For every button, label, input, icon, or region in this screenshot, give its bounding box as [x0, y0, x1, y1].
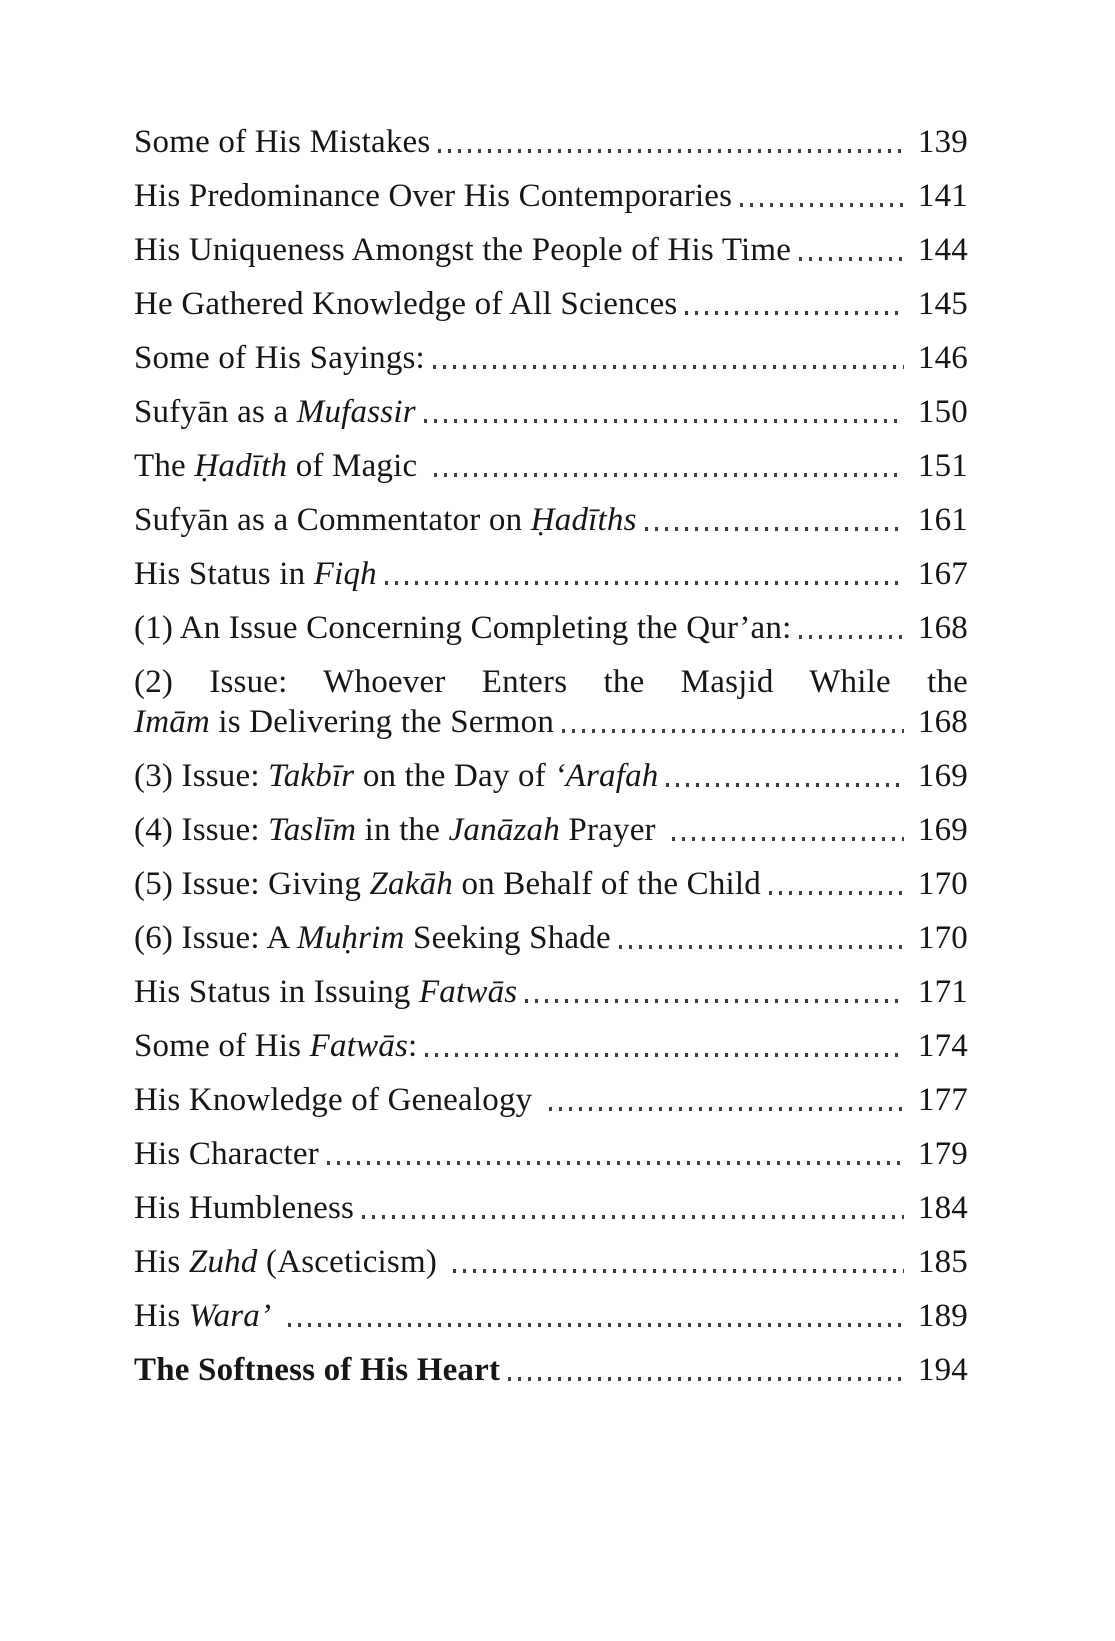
- toc-entry: [134, 662, 968, 742]
- page-number: 194: [917, 1352, 968, 1388]
- toc-entry: [134, 446, 968, 486]
- toc-entry: [134, 338, 968, 378]
- toc-title-text: (2) Issue: Whoever Enters the Masjid While the: [134, 664, 968, 700]
- toc-title-text: He Gathered Knowledge of All Sciences: [134, 286, 678, 322]
- toc-line: [134, 554, 968, 594]
- dot-leader: [438, 149, 903, 153]
- page-number: 161: [917, 502, 968, 538]
- toc-title-text: in the: [356, 812, 449, 848]
- toc-title-text: His Character: [134, 1136, 319, 1172]
- dot-leader: [619, 945, 904, 949]
- toc-title-text: Imām: [134, 704, 210, 740]
- toc-title-text: His Status in Issuing: [134, 974, 419, 1010]
- toc-line: [134, 1188, 968, 1228]
- dot-leader: [672, 837, 904, 841]
- toc-title-text: His Uniqueness Amongst the People of His Time: [134, 232, 792, 268]
- toc-entry: [134, 392, 968, 432]
- toc-title-text: The: [134, 448, 195, 484]
- toc-title-text: (1) An Issue Concerning Completing the Qur’an:: [134, 610, 792, 646]
- dot-leader: [549, 1107, 904, 1111]
- page-number: 139: [917, 124, 968, 160]
- toc-line: [134, 972, 968, 1012]
- toc-title-text: Some of His Sayings:: [134, 340, 425, 376]
- dot-leader: [424, 419, 904, 423]
- toc-entry: [134, 1080, 968, 1120]
- toc-title-text: Mufassir: [296, 394, 416, 430]
- toc-line: [134, 1080, 968, 1120]
- dot-leader: [645, 527, 904, 531]
- dot-leader: [685, 311, 903, 315]
- toc-title-text: Some of His Mistakes: [134, 124, 431, 160]
- toc-line: [134, 662, 968, 702]
- toc-title-text: Zakāh: [369, 866, 453, 902]
- toc-title-text: Sufyān as a: [134, 394, 297, 430]
- toc-line: [134, 918, 968, 958]
- toc-title-text: Zuhd: [188, 1244, 258, 1280]
- toc-title-text: Fiqh: [313, 556, 377, 592]
- toc-entry: [134, 810, 968, 850]
- page-number: 179: [917, 1136, 968, 1172]
- toc-entry: [134, 284, 968, 324]
- toc-entry: [134, 1350, 968, 1390]
- toc-entry: [134, 176, 968, 216]
- toc-title-text: Prayer: [559, 812, 665, 848]
- dot-leader: [740, 203, 904, 207]
- toc-line: [134, 338, 968, 378]
- toc-title-text: :: [408, 1028, 418, 1064]
- toc-title-text: His: [134, 1298, 189, 1334]
- toc-entry: [134, 500, 968, 540]
- toc-entry: [134, 918, 968, 958]
- toc-list: [134, 122, 968, 1390]
- page-number: 184: [917, 1190, 968, 1226]
- dot-leader: [525, 999, 904, 1003]
- toc-entry: [134, 608, 968, 648]
- toc-title-text: on the Day of: [354, 758, 555, 794]
- dot-leader: [799, 257, 904, 261]
- page-number: 169: [917, 812, 968, 848]
- toc-line: [134, 392, 968, 432]
- page-number: 144: [917, 232, 968, 268]
- toc-entry: [134, 1242, 968, 1282]
- toc-title-text: His Humbleness: [134, 1190, 355, 1226]
- toc-title-text: The Softness of His Heart: [134, 1352, 501, 1388]
- dot-leader: [769, 891, 904, 895]
- toc-title-text: (4) Issue:: [134, 812, 269, 848]
- toc-title-text: is Delivering the Sermon: [209, 704, 555, 740]
- toc-line: [134, 176, 968, 216]
- toc-title-text: Wara’: [188, 1298, 272, 1334]
- page-number: 169: [917, 758, 968, 794]
- toc-line: [134, 1026, 968, 1066]
- toc-line: [134, 608, 968, 648]
- toc-entry: [134, 1296, 968, 1336]
- toc-title-text: His Status in: [134, 556, 314, 592]
- toc-title-text: Muḥrim: [297, 920, 405, 956]
- page-number: 151: [917, 448, 968, 484]
- page-number: 167: [917, 556, 968, 592]
- toc-line: [134, 756, 968, 796]
- toc-title-text: ‘Arafah: [554, 758, 659, 794]
- page-number: 189: [917, 1298, 968, 1334]
- toc-line: [134, 810, 968, 850]
- page-number: 145: [917, 286, 968, 322]
- page-number: 146: [917, 340, 968, 376]
- toc-line: [134, 1134, 968, 1174]
- toc-entry: [134, 1026, 968, 1066]
- page-number: 170: [917, 866, 968, 902]
- dot-leader: [562, 729, 904, 733]
- toc-line: [134, 1350, 968, 1390]
- page-number: 150: [917, 394, 968, 430]
- toc-title-text: Janāzah: [448, 812, 560, 848]
- toc-entry: [134, 972, 968, 1012]
- toc-line: [134, 500, 968, 540]
- toc-entry: [134, 554, 968, 594]
- toc-line: [134, 1242, 968, 1282]
- page-number: 177: [917, 1082, 968, 1118]
- toc-title-text: [271, 1296, 279, 1336]
- toc-entry: [134, 864, 968, 904]
- toc-title-text: Sufyān as a Commentator on: [134, 502, 531, 538]
- toc-entry: [134, 1188, 968, 1228]
- dot-leader: [385, 581, 904, 585]
- page-number: 170: [917, 920, 968, 956]
- toc-entry: [134, 1134, 968, 1174]
- toc-title-text: (Asceticism): [257, 1244, 446, 1280]
- toc-line: [134, 446, 968, 486]
- toc-title-text: Takbīr: [268, 758, 355, 794]
- toc-title-text: His Predominance Over His Contemporaries: [134, 178, 733, 214]
- toc-title-text: Seeking Shade: [404, 920, 611, 956]
- dot-leader: [453, 1269, 903, 1273]
- dot-leader: [362, 1215, 904, 1219]
- toc-line: [134, 1296, 968, 1336]
- page-number: 141: [917, 178, 968, 214]
- toc-line: [134, 864, 968, 904]
- toc-title-text: Ḥadīth: [194, 448, 288, 484]
- page-number: 185: [917, 1244, 968, 1280]
- toc-line: [134, 702, 968, 742]
- toc-entry: [134, 230, 968, 270]
- toc-entry: [134, 122, 968, 162]
- page-number: 174: [917, 1028, 968, 1064]
- dot-leader: [666, 783, 903, 787]
- toc-title-text: Fatwās: [309, 1028, 409, 1064]
- toc-title-text: (5) Issue: Giving: [134, 866, 370, 902]
- page-number: 171: [917, 974, 968, 1010]
- dot-leader: [425, 1053, 903, 1057]
- dot-leader: [288, 1323, 904, 1327]
- dot-leader: [508, 1377, 904, 1381]
- dot-leader: [799, 635, 903, 639]
- dot-leader: [327, 1161, 904, 1165]
- toc-title-text: Ḥadīths: [530, 502, 637, 538]
- toc-line: [134, 230, 968, 270]
- toc-entry: [134, 756, 968, 796]
- dot-leader: [434, 473, 904, 477]
- toc-title-text: His: [134, 1244, 189, 1280]
- toc-line: [134, 122, 968, 162]
- toc-title-text: Fatwās: [418, 974, 518, 1010]
- toc-line: [134, 284, 968, 324]
- toc-title-text: (3) Issue:: [134, 758, 269, 794]
- toc-title-text: on Behalf of the Child: [453, 866, 761, 902]
- toc-title-text: Taslīm: [268, 812, 357, 848]
- toc-title-text: (6) Issue: A: [134, 920, 298, 956]
- toc-title-text: His Knowledge of Genealogy: [134, 1082, 541, 1118]
- toc-title-text: Some of His: [134, 1028, 310, 1064]
- toc-title-text: of Magic: [287, 448, 426, 484]
- page-number: 168: [917, 610, 968, 646]
- page-number: 168: [917, 704, 968, 740]
- dot-leader: [433, 365, 904, 369]
